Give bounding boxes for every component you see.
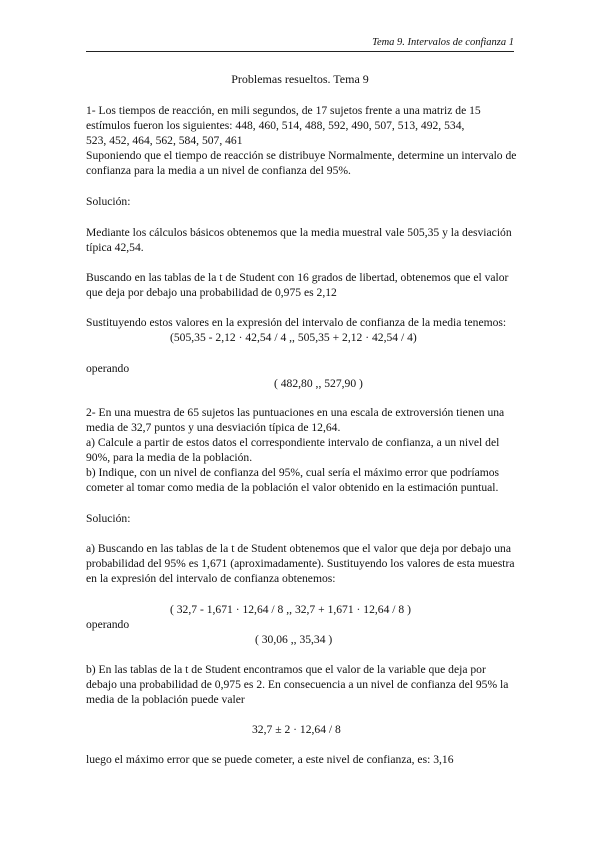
paragraph-line: que deja por debajo una probabilidad de 0,975 es 2,12	[86, 286, 337, 299]
page-title: Problemas resueltos. Tema 9	[231, 72, 369, 86]
problem1-line: 523, 452, 464, 562, 584, 507, 461	[86, 134, 243, 147]
paragraph-line: en la expresión del intervalo de confianza obtenemos:	[86, 572, 336, 585]
paragraph-line: media de la población puede valer	[86, 693, 245, 706]
paragraph-line: Sustituyendo estos valores en la expresión del intervalo de confianza de la media tenemos:	[86, 316, 507, 329]
operando-label: operando	[86, 618, 130, 631]
paragraph-line: b) En las tablas de la t de Student encontramos que el valor de la variable que deja por	[86, 663, 486, 676]
problem1-line: estímulos fueron los siguientes: 448, 460, 514, 488, 592, 490, 507, 513, 492, 534,	[86, 119, 465, 132]
interval-result: ( 30,06 ,, 35,34 )	[255, 633, 333, 646]
paragraph-line: probabilidad del 95% es 1,671 (aproximadamente). Sustituyendo los valores de esta muestra	[86, 557, 515, 570]
error-formula: 32,7 ± 2 · 12,64 / 8	[252, 723, 341, 736]
interval-formula: (505,35 - 2,12 · 42,54 / 4 ,, 505,35 + 2,12 · 42,54 / 4)	[170, 331, 417, 344]
paragraph-line: Buscando en las tablas de la t de Student con 16 grados de libertad, obtenemos que el valor	[86, 271, 509, 284]
solution-label: Solución:	[86, 195, 131, 208]
problem2-line: b) Indique, con un nivel de confianza del 95%, cual sería el máximo error que podríamos	[86, 466, 500, 479]
problem1-line: confianza para la media a un nivel de confianza del 95%.	[86, 164, 351, 177]
conclusion-line: luego el máximo error que se puede cometer, a este nivel de confianza, es: 3,16	[86, 753, 454, 766]
solution-label: Solución:	[86, 512, 131, 525]
operando-label: operando	[86, 362, 130, 375]
problem2-line: a) Calcule a partir de estos datos el correspondiente intervalo de confianza, a un nivel del	[86, 436, 500, 449]
problem2-line: cometer al tomar como media de la población el valor obtenido en la estimación puntual.	[86, 481, 499, 494]
paragraph-line: típica 42,54.	[86, 241, 144, 254]
running-header: Tema 9. Intervalos de confianza 1	[86, 36, 514, 52]
paragraph-line: Mediante los cálculos básicos obtenemos que la media muestral vale 505,35 y la desviación	[86, 226, 512, 239]
problem1-line: 1- Los tiempos de reacción, en mili segundos, de 17 sujetos frente a una matriz de 15	[86, 104, 481, 117]
interval-formula: ( 32,7 - 1,671 · 12,64 / 8 ,, 32,7 + 1,671 · 12,64 / 8 )	[170, 603, 411, 616]
interval-result: ( 482,80 ,, 527,90 )	[274, 377, 363, 390]
problem1-line: Suponiendo que el tiempo de reacción se distribuye Normalmente, determine un intervalo de	[86, 149, 517, 162]
problem2-line: 2- En una muestra de 65 sujetos las puntuaciones en una escala de extroversión tienen una	[86, 406, 505, 419]
problem2-line: 90%, para la media de la población.	[86, 451, 253, 464]
problem2-line: media de 32,7 puntos y una desviación típica de 12,64.	[86, 421, 341, 434]
paragraph-line: debajo una probabilidad de 0,975 es 2. En consecuencia a un nivel de confianza del 95% la	[86, 678, 509, 691]
paragraph-line: a) Buscando en las tablas de la t de Student obtenemos que el valor que deja por debajo una	[86, 542, 511, 555]
